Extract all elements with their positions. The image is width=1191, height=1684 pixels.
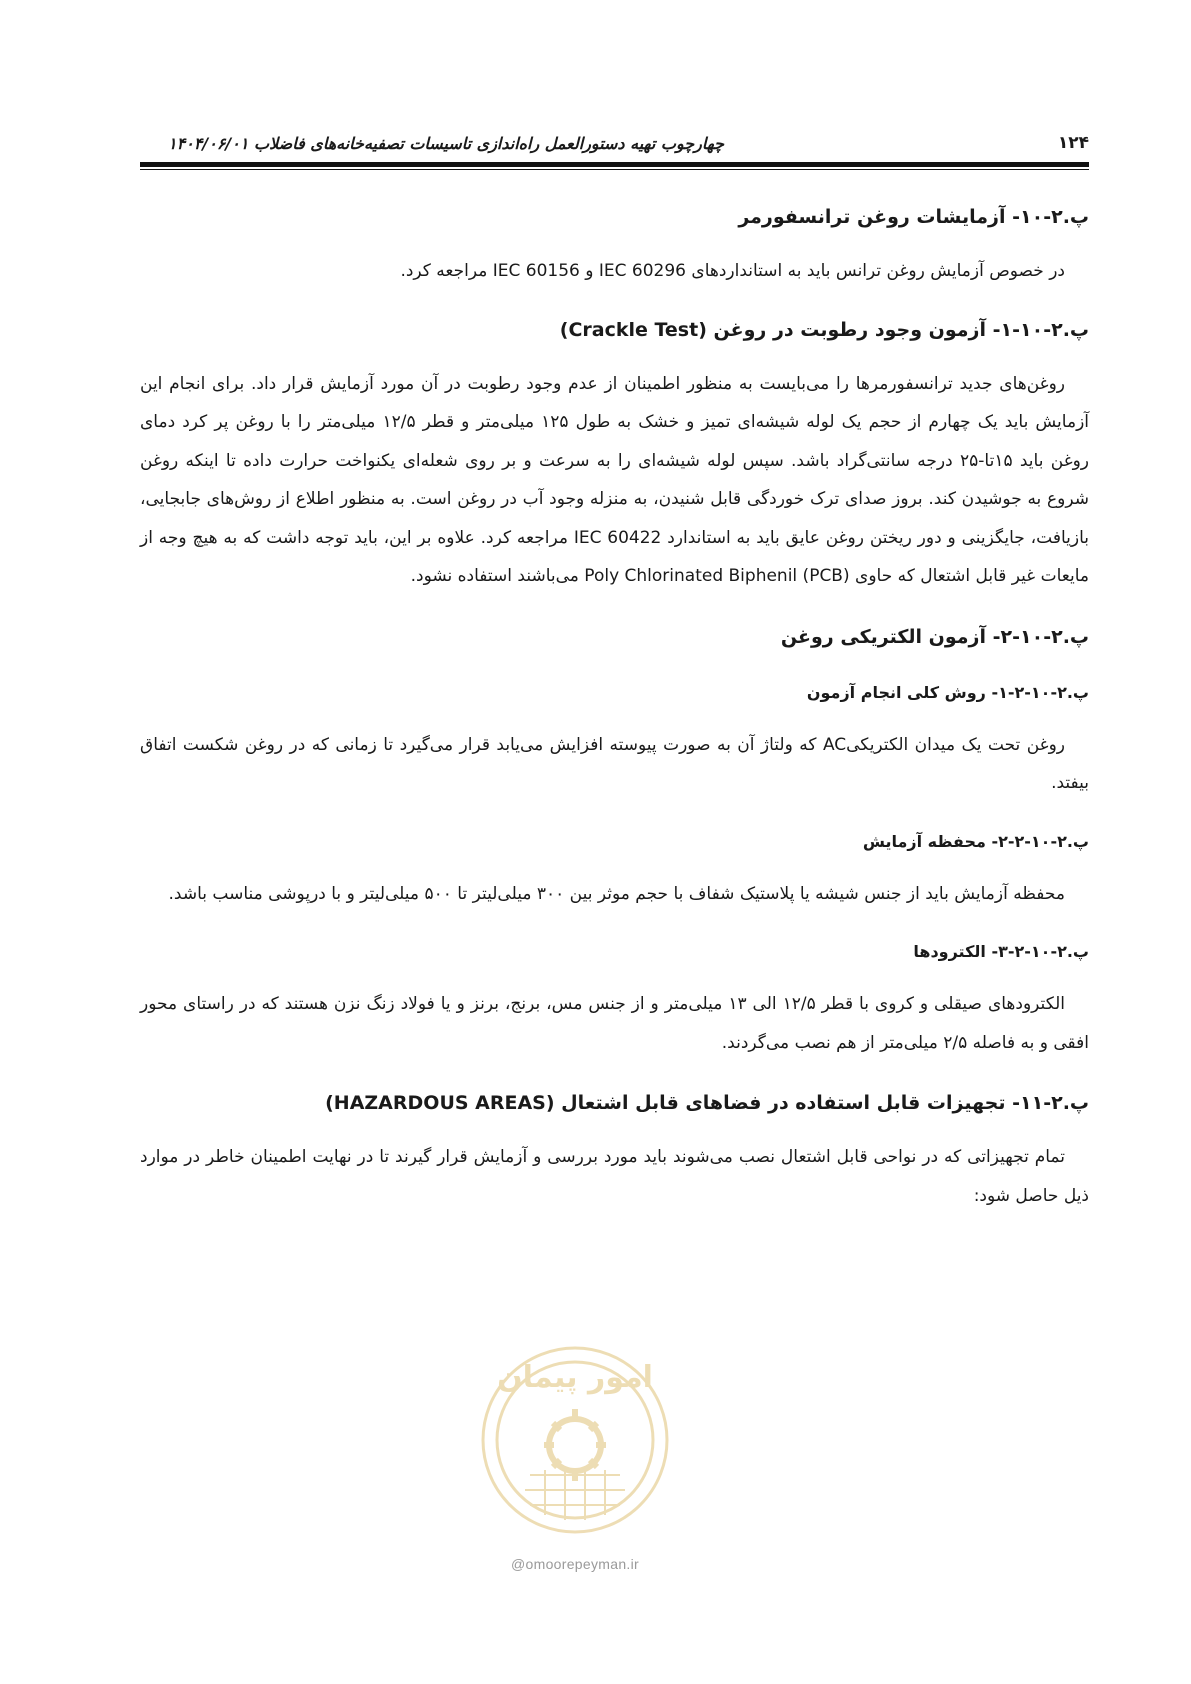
section-heading-10-1: پ.۲-۱۰-۱- آزمون وجود رطوبت در روغن (Crackle Test): [559, 318, 1089, 341]
document-body: [140, 200, 1089, 1215]
section-10-2-3-paragraph: الکترودهای صیقلی و کروی با قطر ۱۲/۵ الی ۱۳ میلی‌متر و از جنس مس، برنج، برنز و یا فولاد زنگ نزن هستند که در راستای محور افقی و به فاصله ۲/۵ میلی‌متر از هم نصب می‌گردند.: [140, 994, 1089, 1053]
section-10-paragraph: در خصوص آزمایش روغن ترانس باید به استانداردهای IEC 60296 و IEC 60156 مراجعه کرد.: [400, 261, 1065, 281]
header-title-group: [140, 134, 724, 153]
watermark-logo: [470, 1325, 680, 1555]
section-11-paragraph: تمام تجهیزاتی که در نواحی قابل اشتعال نصب می‌شوند باید مورد بررسی و آزمایش قرار گیرند تا در نهایت اطمینان خاطر در موارد ذیل حاصل شود:: [140, 1147, 1089, 1206]
section-10-2-1-paragraph: روغن تحت یک میدان الکتریکیAC که ولتاژ آن به صورت پیوسته افزایش می‌یابد قرار می‌گیرد تا زمانی که در روغن شکست اتفاق بیفتد.: [140, 734, 1089, 793]
header-title: چهارچوب تهیه دستورالعمل راه‌اندازی تاسیسات تصفیه‌خانه‌های فاضلاب: [254, 133, 725, 153]
page-header: [140, 128, 1089, 158]
section-heading-10-2: پ.۲-۱۰-۲- آزمون الکتریکی روغن: [780, 625, 1089, 648]
watermark-logo-mark: [483, 1348, 667, 1532]
header-rule-thin: [140, 169, 1089, 170]
section-heading-10-2-1: پ.۲-۱۰-۲-۱- روش کلی انجام آزمون: [806, 682, 1089, 702]
section-heading-11: پ.۲-۱۱- تجهیزات قابل استفاده در فضاهای قابل اشتعال (HAZARDOUS AREAS): [325, 1092, 1089, 1114]
section-heading-10-2-3: پ.۲-۱۰-۲-۳- الکترودها: [913, 942, 1089, 961]
section-10-2-2-paragraph: محفظه آزمایش باید از جنس شیشه یا پلاستیک شفاف با حجم موثر بین ۳۰۰ میلی‌لیتر تا ۵۰۰ میلی‌لیتر و با درپوشی مناسب باشد.: [168, 883, 1065, 904]
watermark-site: @omoorepeyman.ir: [511, 1556, 639, 1572]
section-heading-10-2-2: پ.۲-۱۰-۲-۲- محفظه آزمایش: [862, 831, 1089, 851]
page-number: ۱۲۴: [1057, 133, 1089, 153]
section-heading-10: پ.۲-۱۰- آزمایشات روغن ترانسفورمر: [738, 206, 1089, 228]
section-10-1-paragraph: روغن‌های جدید ترانسفورمرها را می‌بایست به منظور اطمینان از عدم وجود رطوبت در آن مورد آزمایش قرار داد. برای انجام این آزمایش باید یک چهارم از حجم یک لوله شیشه‌ای تمیز و خشک به طول ۱۲۵ میلی‌متر و قطر ۱۲/۵ میلی‌متر را با روغن پر کرد دمای روغن باید ۱۵تا-۲۵ درجه سانتی‌گراد باشد. سپس لوله شیشه‌ای را به سرعت و بر روی شعله‌ای یکنواخت حرارت داده تا اینکه روغن شروع به جوشیدن کند. بروز صدای ترک خوردگی قابل شنیدن، به منزله وجود آب در روغن است. به منظور اطلاع از روش‌های جابجایی، بازیافت، جایگزینی و دور ریختن روغن عایق باید به استاندارد IEC 60422 مراجعه کرد. علاوه بر این، باید توجه داشت که به هیچ وجه از مایعات غیر قابل اشتعال که حاوی Poly Chlorinated Biphenil (PCB) می‌باشند استفاده نشود.: [140, 373, 1089, 586]
header-date: ۱۴۰۴/۰۶/۰۱: [168, 133, 249, 153]
header-rule-thick: [140, 162, 1089, 167]
watermark-logo-text: امور پیمان: [497, 1360, 653, 1395]
